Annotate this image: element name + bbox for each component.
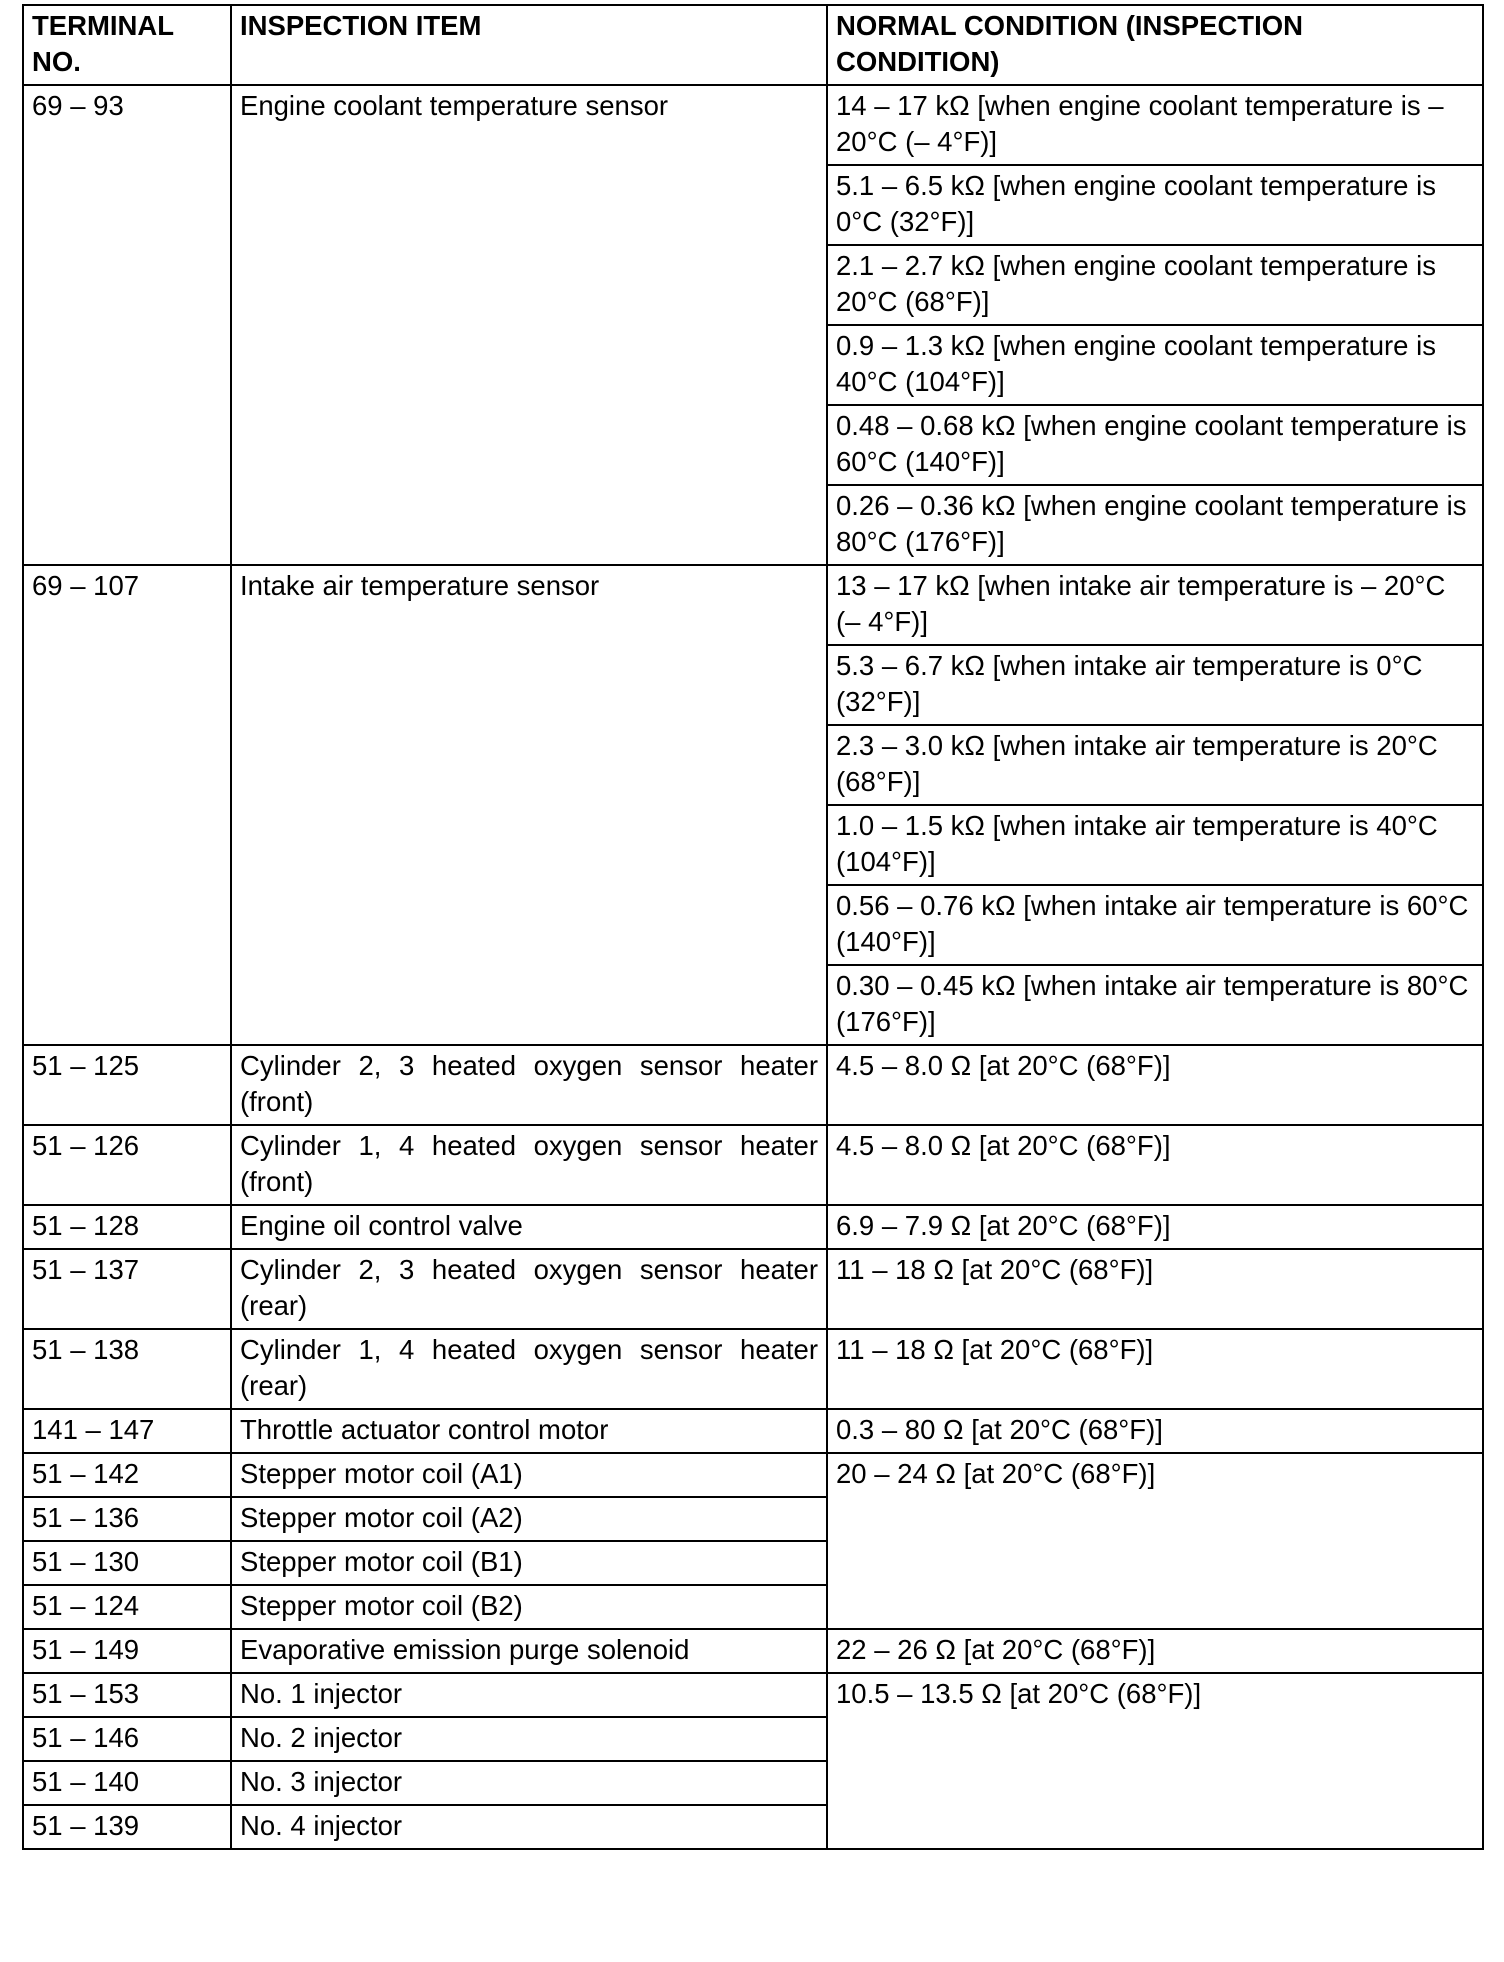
condition-cell: 0.26 – 0.36 kΩ [when engine coolant temperature is 80°C (176°F)]: [827, 485, 1483, 565]
table-row: [23, 85, 1483, 165]
terminal-cell: 51 – 139: [23, 1805, 231, 1849]
item-cell: Stepper motor coil (B2): [231, 1585, 827, 1629]
condition-cell: 10.5 – 13.5 Ω [at 20°C (68°F)]: [827, 1673, 1483, 1849]
condition-cell: 2.1 – 2.7 kΩ [when engine coolant temperature is 20°C (68°F)]: [827, 245, 1483, 325]
condition-cell: 20 – 24 Ω [at 20°C (68°F)]: [827, 1453, 1483, 1629]
table-row: [23, 1673, 1483, 1717]
terminal-cell: 69 – 107: [23, 565, 231, 1045]
condition-cell: 11 – 18 Ω [at 20°C (68°F)]: [827, 1249, 1483, 1329]
item-cell: No. 4 injector: [231, 1805, 827, 1849]
item-cell: Cylinder 2, 3 heated oxygen sensor heater (rear): [231, 1249, 827, 1329]
item-cell: No. 3 injector: [231, 1761, 827, 1805]
condition-cell: 5.1 – 6.5 kΩ [when engine coolant temperature is 0°C (32°F)]: [827, 165, 1483, 245]
condition-cell: 4.5 – 8.0 Ω [at 20°C (68°F)]: [827, 1045, 1483, 1125]
header-row: [23, 5, 1483, 85]
item-cell: Cylinder 1, 4 heated oxygen sensor heater (front): [231, 1125, 827, 1205]
condition-cell: 0.9 – 1.3 kΩ [when engine coolant temperature is 40°C (104°F)]: [827, 325, 1483, 405]
terminal-cell: 51 – 136: [23, 1497, 231, 1541]
header-item: INSPECTION ITEM: [231, 5, 827, 85]
table-row: [23, 1453, 1483, 1497]
condition-cell: 13 – 17 kΩ [when intake air temperature is – 20°C (– 4°F)]: [827, 565, 1483, 645]
condition-cell: 2.3 – 3.0 kΩ [when intake air temperature is 20°C (68°F)]: [827, 725, 1483, 805]
item-cell: Stepper motor coil (B1): [231, 1541, 827, 1585]
terminal-cell: 51 – 146: [23, 1717, 231, 1761]
table-row: [23, 1045, 1483, 1125]
condition-cell: 0.48 – 0.68 kΩ [when engine coolant temperature is 60°C (140°F)]: [827, 405, 1483, 485]
item-cell: Engine oil control valve: [231, 1205, 827, 1249]
table-row: [23, 1409, 1483, 1453]
condition-cell: 22 – 26 Ω [at 20°C (68°F)]: [827, 1629, 1483, 1673]
item-cell: Cylinder 2, 3 heated oxygen sensor heater (front): [231, 1045, 827, 1125]
item-cell: Stepper motor coil (A1): [231, 1453, 827, 1497]
table-row: [23, 1329, 1483, 1409]
terminal-cell: 51 – 142: [23, 1453, 231, 1497]
item-cell: Intake air temperature sensor: [231, 565, 827, 1045]
condition-cell: 1.0 – 1.5 kΩ [when intake air temperature is 40°C (104°F)]: [827, 805, 1483, 885]
table-row: [23, 565, 1483, 645]
table-row: [23, 1125, 1483, 1205]
terminal-cell: 141 – 147: [23, 1409, 231, 1453]
terminal-cell: 51 – 153: [23, 1673, 231, 1717]
item-cell: Evaporative emission purge solenoid: [231, 1629, 827, 1673]
table-row: [23, 1205, 1483, 1249]
item-cell: Throttle actuator control motor: [231, 1409, 827, 1453]
condition-cell: 5.3 – 6.7 kΩ [when intake air temperature is 0°C (32°F)]: [827, 645, 1483, 725]
item-cell: Cylinder 1, 4 heated oxygen sensor heater (rear): [231, 1329, 827, 1409]
condition-cell: 0.30 – 0.45 kΩ [when intake air temperature is 80°C (176°F)]: [827, 965, 1483, 1045]
terminal-cell: 51 – 124: [23, 1585, 231, 1629]
condition-cell: 0.56 – 0.76 kΩ [when intake air temperature is 60°C (140°F)]: [827, 885, 1483, 965]
condition-cell: 4.5 – 8.0 Ω [at 20°C (68°F)]: [827, 1125, 1483, 1205]
terminal-cell: 51 – 149: [23, 1629, 231, 1673]
header-terminal: TERMINAL NO.: [23, 5, 231, 85]
terminal-cell: 69 – 93: [23, 85, 231, 565]
terminal-cell: 51 – 140: [23, 1761, 231, 1805]
terminal-cell: 51 – 138: [23, 1329, 231, 1409]
condition-cell: 11 – 18 Ω [at 20°C (68°F)]: [827, 1329, 1483, 1409]
item-cell: No. 1 injector: [231, 1673, 827, 1717]
terminal-cell: 51 – 126: [23, 1125, 231, 1205]
terminal-cell: 51 – 137: [23, 1249, 231, 1329]
item-cell: Engine coolant temperature sensor: [231, 85, 827, 565]
condition-cell: 14 – 17 kΩ [when engine coolant temperature is – 20°C (– 4°F)]: [827, 85, 1483, 165]
table-row: [23, 1629, 1483, 1673]
condition-cell: 0.3 – 80 Ω [at 20°C (68°F)]: [827, 1409, 1483, 1453]
item-cell: Stepper motor coil (A2): [231, 1497, 827, 1541]
header-condition: NORMAL CONDITION (INSPECTION CONDITION): [827, 5, 1483, 85]
condition-cell: 6.9 – 7.9 Ω [at 20°C (68°F)]: [827, 1205, 1483, 1249]
item-cell: No. 2 injector: [231, 1717, 827, 1761]
table-row: [23, 1249, 1483, 1329]
terminal-cell: 51 – 130: [23, 1541, 231, 1585]
inspection-table: [22, 4, 1484, 1850]
terminal-cell: 51 – 125: [23, 1045, 231, 1125]
terminal-cell: 51 – 128: [23, 1205, 231, 1249]
